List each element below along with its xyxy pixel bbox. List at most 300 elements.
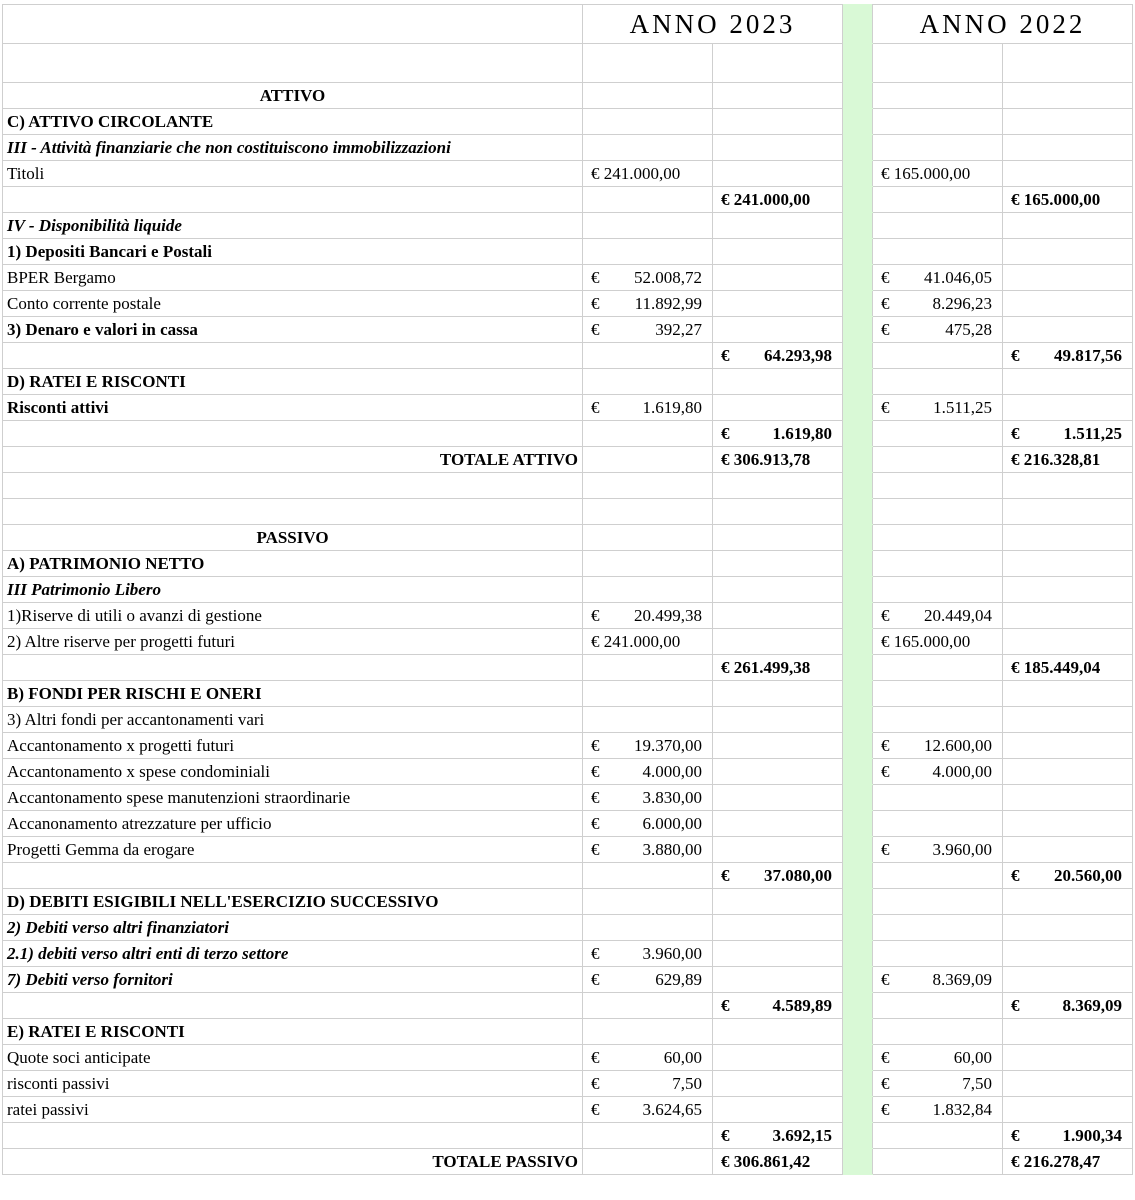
- table-row: [3, 291, 1133, 317]
- amount-current-partial: [583, 993, 713, 1019]
- amount-current-subtotal: € 261.499,38: [713, 655, 843, 681]
- amount-previous-subtotal: [1003, 291, 1133, 317]
- column-separator: [843, 811, 873, 837]
- amount-previous-partial: [873, 1149, 1003, 1175]
- row-label: Risconti attivi: [3, 395, 583, 421]
- column-separator: [843, 239, 873, 265]
- amount-value: 1.900,34: [1062, 1126, 1122, 1145]
- row-label: 1)Riserve di utili o avanzi di gestione: [3, 603, 583, 629]
- amount-previous-partial: [873, 577, 1003, 603]
- column-separator: [843, 655, 873, 681]
- amount-previous-subtotal: [1003, 837, 1133, 863]
- amount-current-subtotal: [713, 317, 843, 343]
- amount-previous-subtotal: [1003, 863, 1133, 889]
- amount-previous-subtotal: [1003, 473, 1133, 499]
- amount-value: 3.624,65: [642, 1100, 702, 1119]
- amount-current-partial: [583, 473, 713, 499]
- amount-current-subtotal: [713, 83, 843, 109]
- row-label: [3, 187, 583, 213]
- amount-previous-partial: [873, 655, 1003, 681]
- currency-symbol: €: [591, 944, 600, 963]
- currency-symbol: €: [881, 736, 890, 755]
- amount-previous-partial: [873, 1045, 1003, 1071]
- table-row: [3, 551, 1133, 577]
- amount-current-partial: [583, 109, 713, 135]
- amount-previous-partial: [873, 785, 1003, 811]
- amount-current-partial: [583, 239, 713, 265]
- amount-current-subtotal: [713, 1123, 843, 1149]
- row-label: III - Attività finanziarie che non costituiscono immobilizzazioni: [3, 135, 583, 161]
- amount-value: 19.370,00: [634, 736, 702, 755]
- column-separator: [843, 525, 873, 551]
- amount-previous-subtotal: [1003, 395, 1133, 421]
- amount-value: 60,00: [953, 1048, 992, 1067]
- amount-current-subtotal: [713, 395, 843, 421]
- currency-symbol: €: [1011, 424, 1020, 443]
- amount-value: 1.511,25: [1063, 424, 1122, 443]
- amount-previous-subtotal: € 216.328,81: [1003, 447, 1133, 473]
- row-label: E) RATEI E RISCONTI: [3, 1019, 583, 1045]
- amount-previous-subtotal: [1003, 551, 1133, 577]
- amount-previous-subtotal: [1003, 265, 1133, 291]
- amount-previous-subtotal: [1003, 707, 1133, 733]
- amount-current-partial: [583, 187, 713, 213]
- row-label: [3, 863, 583, 889]
- amount-value: 8.296,23: [932, 294, 992, 313]
- amount-previous-subtotal: [1003, 733, 1133, 759]
- column-separator: [843, 369, 873, 395]
- table-row: [3, 395, 1133, 421]
- currency-symbol: €: [591, 1100, 600, 1119]
- amount-previous-partial: [873, 421, 1003, 447]
- amount-current-partial: [583, 421, 713, 447]
- column-separator: [843, 421, 873, 447]
- amount-previous-partial: [873, 525, 1003, 551]
- amount-current-partial: [583, 785, 713, 811]
- amount-current-partial: [583, 577, 713, 603]
- amount-current-subtotal: [713, 733, 843, 759]
- amount-previous-partial: [873, 239, 1003, 265]
- amount-value: 3.692,15: [772, 1126, 832, 1145]
- amount-previous-partial: [873, 343, 1003, 369]
- amount-value: 64.293,98: [764, 346, 832, 365]
- amount-current-subtotal: [713, 603, 843, 629]
- row-label: D) RATEI E RISCONTI: [3, 369, 583, 395]
- currency-symbol: €: [881, 1100, 890, 1119]
- amount-current-subtotal: [713, 707, 843, 733]
- column-separator: [843, 681, 873, 707]
- currency-symbol: €: [591, 736, 600, 755]
- row-label: Accantonamento spese manutenzioni straordinarie: [3, 785, 583, 811]
- currency-symbol: €: [591, 1074, 600, 1093]
- currency-symbol: €: [591, 398, 600, 417]
- amount-current-subtotal: [713, 343, 843, 369]
- row-label: [3, 343, 583, 369]
- amount-current-subtotal: € 241.000,00: [713, 187, 843, 213]
- row-label: [3, 44, 583, 83]
- amount-previous-subtotal: [1003, 629, 1133, 655]
- amount-previous-subtotal: [1003, 941, 1133, 967]
- table-row: [3, 603, 1133, 629]
- amount-previous-partial: € 165.000,00: [873, 629, 1003, 655]
- row-label: A) PATRIMONIO NETTO: [3, 551, 583, 577]
- table-row: [3, 369, 1133, 395]
- amount-previous-subtotal: [1003, 577, 1133, 603]
- amount-current-subtotal: [713, 499, 843, 525]
- amount-value: 3.830,00: [642, 788, 702, 807]
- column-separator: [843, 343, 873, 369]
- amount-previous-subtotal: [1003, 1019, 1133, 1045]
- currency-symbol: €: [591, 294, 600, 313]
- amount-previous-partial: [873, 265, 1003, 291]
- column-separator: [843, 551, 873, 577]
- amount-previous-partial: [873, 1123, 1003, 1149]
- amount-current-partial: [583, 655, 713, 681]
- currency-symbol: €: [1011, 1126, 1020, 1145]
- row-label: PASSIVO: [3, 525, 583, 551]
- amount-current-partial: [583, 707, 713, 733]
- amount-previous-subtotal: [1003, 213, 1133, 239]
- amount-value: 1.511,25: [933, 398, 992, 417]
- amount-value: 1.619,80: [772, 424, 832, 443]
- amount-value: 20.449,04: [924, 606, 992, 625]
- currency-symbol: €: [881, 762, 890, 781]
- column-separator: [843, 1045, 873, 1071]
- amount-value: 37.080,00: [764, 866, 832, 885]
- amount-previous-partial: [873, 551, 1003, 577]
- currency-symbol: €: [591, 606, 600, 625]
- column-separator: [843, 1149, 873, 1175]
- amount-value: 629,89: [655, 970, 702, 989]
- column-separator: [843, 213, 873, 239]
- amount-current-subtotal: [713, 44, 843, 83]
- header-label-cell: [3, 5, 583, 44]
- currency-symbol: €: [591, 970, 600, 989]
- column-separator: [843, 44, 873, 83]
- row-label: [3, 473, 583, 499]
- amount-value: 3.960,00: [642, 944, 702, 963]
- amount-value: 41.046,05: [924, 268, 992, 287]
- row-label: 7) Debiti verso fornitori: [3, 967, 583, 993]
- column-separator: [843, 1123, 873, 1149]
- currency-symbol: €: [591, 814, 600, 833]
- amount-previous-subtotal: [1003, 44, 1133, 83]
- amount-current-partial: [583, 343, 713, 369]
- currency-symbol: €: [591, 1048, 600, 1067]
- amount-previous-subtotal: [1003, 759, 1133, 785]
- amount-value: 20.499,38: [634, 606, 702, 625]
- amount-previous-subtotal: [1003, 915, 1133, 941]
- currency-symbol: €: [591, 788, 600, 807]
- row-label: IV - Disponibilità liquide: [3, 213, 583, 239]
- column-separator: [843, 291, 873, 317]
- table-row: [3, 343, 1133, 369]
- amount-previous-partial: [873, 811, 1003, 837]
- column-separator: [843, 265, 873, 291]
- amount-current-subtotal: € 306.913,78: [713, 447, 843, 473]
- amount-current-subtotal: [713, 915, 843, 941]
- column-separator: [843, 1097, 873, 1123]
- row-label: ATTIVO: [3, 83, 583, 109]
- amount-current-subtotal: [713, 551, 843, 577]
- row-label: [3, 993, 583, 1019]
- amount-current-partial: [583, 317, 713, 343]
- column-separator: [843, 187, 873, 213]
- amount-value: 1.619,80: [642, 398, 702, 417]
- amount-previous-partial: [873, 993, 1003, 1019]
- amount-current-partial: [583, 265, 713, 291]
- amount-value: 4.000,00: [642, 762, 702, 781]
- table-row: [3, 83, 1133, 109]
- amount-current-subtotal: [713, 967, 843, 993]
- row-label: 3) Denaro e valori in cassa: [3, 317, 583, 343]
- amount-current-subtotal: [713, 109, 843, 135]
- amount-current-partial: [583, 213, 713, 239]
- amount-previous-subtotal: [1003, 889, 1133, 915]
- amount-previous-subtotal: [1003, 317, 1133, 343]
- amount-current-subtotal: [713, 811, 843, 837]
- row-label: 2.1) debiti verso altri enti di terzo settore: [3, 941, 583, 967]
- column-separator: [843, 941, 873, 967]
- year-previous-header: ANNO 2022: [873, 5, 1133, 44]
- amount-current-partial: [583, 83, 713, 109]
- amount-previous-partial: [873, 395, 1003, 421]
- row-label: Accantonamento x progetti futuri: [3, 733, 583, 759]
- amount-previous-partial: [873, 109, 1003, 135]
- table-row: [3, 941, 1133, 967]
- table-row: [3, 577, 1133, 603]
- amount-current-subtotal: [713, 473, 843, 499]
- amount-current-partial: [583, 525, 713, 551]
- table-row: [3, 161, 1133, 187]
- amount-previous-partial: [873, 967, 1003, 993]
- amount-current-partial: [583, 1045, 713, 1071]
- amount-previous-subtotal: [1003, 343, 1133, 369]
- amount-previous-partial: [873, 707, 1003, 733]
- amount-value: 52.008,72: [634, 268, 702, 287]
- amount-previous-partial: [873, 863, 1003, 889]
- amount-previous-subtotal: [1003, 369, 1133, 395]
- amount-current-subtotal: [713, 525, 843, 551]
- amount-value: 6.000,00: [642, 814, 702, 833]
- amount-previous-subtotal: [1003, 1071, 1133, 1097]
- amount-previous-partial: [873, 291, 1003, 317]
- table-row: [3, 421, 1133, 447]
- amount-previous-subtotal: [1003, 785, 1133, 811]
- currency-symbol: €: [881, 398, 890, 417]
- amount-current-subtotal: [713, 681, 843, 707]
- amount-previous-partial: [873, 369, 1003, 395]
- currency-symbol: €: [721, 1126, 730, 1145]
- table-row: [3, 1071, 1133, 1097]
- amount-previous-subtotal: [1003, 161, 1133, 187]
- column-separator: [843, 161, 873, 187]
- amount-previous-partial: [873, 447, 1003, 473]
- amount-value: 7,50: [962, 1074, 992, 1093]
- table-row: [3, 239, 1133, 265]
- amount-value: 12.600,00: [924, 736, 992, 755]
- amount-previous-partial: [873, 603, 1003, 629]
- currency-symbol: €: [591, 320, 600, 339]
- column-separator: [843, 135, 873, 161]
- table-row: [3, 525, 1133, 551]
- amount-current-subtotal: [713, 369, 843, 395]
- amount-current-partial: € 241.000,00: [583, 629, 713, 655]
- amount-current-partial: [583, 603, 713, 629]
- row-label: risconti passivi: [3, 1071, 583, 1097]
- column-separator: [843, 915, 873, 941]
- row-label: Titoli: [3, 161, 583, 187]
- amount-previous-partial: [873, 1071, 1003, 1097]
- amount-current-subtotal: [713, 889, 843, 915]
- amount-current-subtotal: [713, 1097, 843, 1123]
- amount-previous-subtotal: [1003, 681, 1133, 707]
- column-separator: [843, 603, 873, 629]
- amount-previous-subtotal: € 165.000,00: [1003, 187, 1133, 213]
- column-separator: [843, 837, 873, 863]
- table-row: [3, 44, 1133, 83]
- amount-current-partial: [583, 135, 713, 161]
- table-row: [3, 889, 1133, 915]
- amount-current-subtotal: [713, 239, 843, 265]
- amount-previous-subtotal: [1003, 603, 1133, 629]
- row-label: [3, 499, 583, 525]
- table-row: [3, 1045, 1133, 1071]
- amount-previous-partial: [873, 473, 1003, 499]
- table-row: [3, 837, 1133, 863]
- amount-current-subtotal: [713, 629, 843, 655]
- amount-current-subtotal: [713, 941, 843, 967]
- currency-symbol: €: [881, 320, 890, 339]
- row-label: Conto corrente postale: [3, 291, 583, 317]
- amount-previous-partial: [873, 499, 1003, 525]
- table-row: [3, 1019, 1133, 1045]
- table-row: [3, 499, 1133, 525]
- amount-current-subtotal: [713, 135, 843, 161]
- amount-previous-subtotal: [1003, 135, 1133, 161]
- amount-current-partial: [583, 889, 713, 915]
- amount-previous-partial: [873, 83, 1003, 109]
- amount-current-subtotal: [713, 1019, 843, 1045]
- table-row: [3, 655, 1133, 681]
- column-separator: [843, 317, 873, 343]
- amount-previous-partial: [873, 1097, 1003, 1123]
- table-row: [3, 811, 1133, 837]
- table-row: [3, 707, 1133, 733]
- currency-symbol: €: [1011, 996, 1020, 1015]
- amount-value: 60,00: [663, 1048, 702, 1067]
- table-row: [3, 759, 1133, 785]
- amount-previous-partial: [873, 135, 1003, 161]
- column-separator: [843, 733, 873, 759]
- currency-symbol: €: [591, 268, 600, 287]
- amount-current-partial: [583, 1097, 713, 1123]
- column-separator: [843, 447, 873, 473]
- amount-previous-partial: [873, 317, 1003, 343]
- amount-current-subtotal: [713, 1071, 843, 1097]
- amount-value: 1.832,84: [932, 1100, 992, 1119]
- row-label: Progetti Gemma da erogare: [3, 837, 583, 863]
- amount-current-subtotal: [713, 837, 843, 863]
- currency-symbol: €: [721, 346, 730, 365]
- amount-previous-subtotal: [1003, 421, 1133, 447]
- amount-current-partial: [583, 291, 713, 317]
- column-separator: [843, 109, 873, 135]
- amount-current-partial: [583, 759, 713, 785]
- amount-value: 49.817,56: [1054, 346, 1122, 365]
- column-separator: [843, 629, 873, 655]
- column-separator: [843, 889, 873, 915]
- row-label: III Patrimonio Libero: [3, 577, 583, 603]
- amount-previous-subtotal: [1003, 1045, 1133, 1071]
- amount-previous-partial: [873, 759, 1003, 785]
- amount-current-subtotal: [713, 759, 843, 785]
- table-row: [3, 629, 1133, 655]
- row-label: 2) Debiti verso altri finanziatori: [3, 915, 583, 941]
- currency-symbol: €: [591, 840, 600, 859]
- amount-previous-subtotal: [1003, 239, 1133, 265]
- currency-symbol: €: [881, 294, 890, 313]
- table-row: [3, 187, 1133, 213]
- table-row: [3, 1123, 1133, 1149]
- row-label: 1) Depositi Bancari e Postali: [3, 239, 583, 265]
- amount-current-subtotal: [713, 1045, 843, 1071]
- amount-previous-partial: [873, 1019, 1003, 1045]
- currency-symbol: €: [881, 1074, 890, 1093]
- amount-previous-partial: [873, 44, 1003, 83]
- amount-current-partial: [583, 551, 713, 577]
- amount-previous-subtotal: [1003, 83, 1133, 109]
- currency-symbol: €: [881, 1048, 890, 1067]
- amount-previous-subtotal: € 216.278,47: [1003, 1149, 1133, 1175]
- column-separator: [843, 473, 873, 499]
- table-row: [3, 1149, 1133, 1175]
- row-label: D) DEBITI ESIGIBILI NELL'ESERCIZIO SUCCESSIVO: [3, 889, 583, 915]
- amount-current-subtotal: [713, 993, 843, 1019]
- amount-previous-subtotal: [1003, 993, 1133, 1019]
- table-row: [3, 863, 1133, 889]
- row-label: Quote soci anticipate: [3, 1045, 583, 1071]
- table-row: [3, 447, 1133, 473]
- amount-current-partial: [583, 447, 713, 473]
- amount-value: 4.589,89: [772, 996, 832, 1015]
- amount-previous-partial: [873, 187, 1003, 213]
- row-label: 3) Altri fondi per accantonamenti vari: [3, 707, 583, 733]
- amount-current-partial: [583, 369, 713, 395]
- amount-value: 20.560,00: [1054, 866, 1122, 885]
- currency-symbol: €: [881, 970, 890, 989]
- currency-symbol: €: [591, 762, 600, 781]
- amount-value: 3.880,00: [642, 840, 702, 859]
- row-label: ratei passivi: [3, 1097, 583, 1123]
- amount-current-partial: [583, 863, 713, 889]
- amount-current-partial: [583, 395, 713, 421]
- currency-symbol: €: [721, 866, 730, 885]
- amount-previous-partial: [873, 837, 1003, 863]
- column-separator: [843, 577, 873, 603]
- currency-symbol: €: [721, 996, 730, 1015]
- amount-previous-subtotal: [1003, 967, 1133, 993]
- column-separator: [843, 759, 873, 785]
- amount-current-partial: [583, 44, 713, 83]
- amount-previous-partial: [873, 889, 1003, 915]
- amount-current-subtotal: [713, 291, 843, 317]
- amount-previous-partial: [873, 941, 1003, 967]
- currency-symbol: €: [881, 606, 890, 625]
- amount-current-partial: [583, 733, 713, 759]
- amount-previous-subtotal: [1003, 811, 1133, 837]
- table-row: [3, 135, 1133, 161]
